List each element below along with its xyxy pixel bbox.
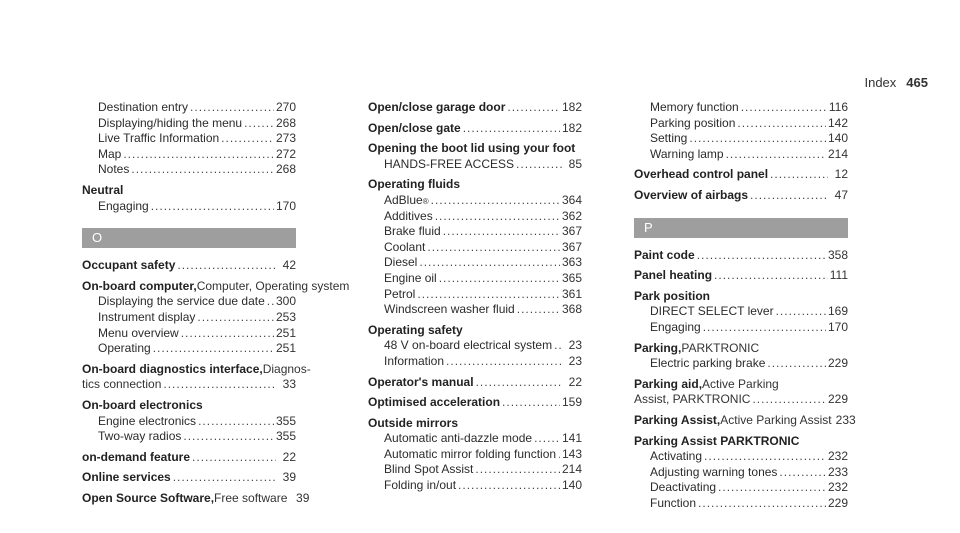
page-header xyxy=(864,75,928,90)
index-subentry: Petrol ..... 361 xyxy=(368,287,582,303)
index-entry-paint-code: Paint code ..... 358 xyxy=(634,248,848,264)
index-entry-optimised-acceleration: Optimised acceleration ..... 159 xyxy=(368,395,582,411)
index-entry-continuation: Assist, PARKTRONIC ..... 229 xyxy=(634,392,848,408)
index-entry-parking-assist-parktronic: Parking Assist PARKTRONIC xyxy=(634,433,800,448)
index-subentry: Additives ..... 362 xyxy=(368,209,582,225)
index-subentry: Map ..... 272 xyxy=(82,147,296,163)
index-entry-panel-heating: Panel heating ..... 111 xyxy=(634,268,848,284)
index-subentry: Windscreen washer fluid ..... 368 xyxy=(368,302,582,318)
index-subentry: Engaging ..... 170 xyxy=(634,320,848,336)
index-subentry: Activating ..... 232 xyxy=(634,449,848,465)
index-entry-boot-lid: Opening the boot lid using your foot xyxy=(368,141,576,156)
index-subentry: Adjusting warning tones ..... 233 xyxy=(634,465,848,481)
index-entry-operating-safety: Operating safety xyxy=(368,322,463,337)
index-entry-garage-door: Open/close garage door ..... 182 xyxy=(368,100,582,116)
index-entry-outside-mirrors: Outside mirrors xyxy=(368,415,459,430)
index-subentry: Information ..... 23 xyxy=(368,354,582,370)
index-entry-onboard-electronics: On-board electronics xyxy=(82,397,203,412)
index-column-2 xyxy=(368,100,582,494)
index-column-1 xyxy=(82,100,350,506)
index-subentry: Warning lamp ..... 214 xyxy=(634,147,848,163)
index-subentry: Engine electronics ..... 355 xyxy=(82,414,296,430)
index-subentry: Engaging ..... 170 xyxy=(82,199,296,215)
index-entry-occupant-safety: Occupant safety ..... 42 xyxy=(82,258,296,274)
index-subentry: Live Traffic Information ..... 273 xyxy=(82,131,296,147)
index-subentry: Automatic mirror folding function ..... 143 xyxy=(368,447,582,463)
index-entry-operators-manual: Operator's manual ..... 22 xyxy=(368,375,582,391)
index-entry-open-source: Open Source Software, Free software 39 xyxy=(82,490,310,505)
index-subentry: Operating ..... 251 xyxy=(82,341,296,357)
index-entry-overview-airbags: Overview of airbags ..... 47 xyxy=(634,188,848,204)
index-column-3 xyxy=(634,100,856,511)
index-entry-continuation: tics connection ..... 33 xyxy=(82,377,296,393)
index-subentry: Notes ..... 268 xyxy=(82,162,296,178)
index-subentry: Blind Spot Assist ..... 214 xyxy=(368,462,582,478)
index-subentry: Function ..... 229 xyxy=(634,496,848,512)
index-entry-gate: Open/close gate ..... 182 xyxy=(368,121,582,137)
index-entry-parking-assist: Parking Assist, Active Parking Assist 233 xyxy=(634,412,856,427)
index-subentry: DIRECT SELECT lever ..... 169 xyxy=(634,304,848,320)
index-subentry: Parking position ..... 142 xyxy=(634,116,848,132)
index-subentry: Automatic anti-dazzle mode ..... 141 xyxy=(368,431,582,447)
index-entry-parking: Parking, PARKTRONIC xyxy=(634,340,760,355)
index-subentry: Displaying the service due date ..... 300 xyxy=(82,294,296,310)
index-entry-park-position: Park position xyxy=(634,288,711,303)
index-subentry: Instrument display ..... 253 xyxy=(82,310,296,326)
index-subentry: Coolant ..... 367 xyxy=(368,240,582,256)
index-subentry: HANDS-FREE ACCESS ..... 85 xyxy=(368,157,582,173)
letter-heading-o: O xyxy=(82,228,296,248)
index-subentry: 48 V on-board electrical system ..... 23 xyxy=(368,338,582,354)
index-subentry: Engine oil ..... 365 xyxy=(368,271,582,287)
index-subentry: Deactivating ..... 232 xyxy=(634,480,848,496)
index-entry-on-demand: on-demand feature ..... 22 xyxy=(82,450,296,466)
index-subentry: Folding in/out ..... 140 xyxy=(368,478,582,494)
index-entry-overhead-control-panel: Overhead control panel ..... 12 xyxy=(634,167,848,183)
index-subentry: Brake fluid ..... 367 xyxy=(368,224,582,240)
index-entry-online-services: Online services ..... 39 xyxy=(82,470,296,486)
letter-heading-p: P xyxy=(634,218,848,238)
index-subentry: Displaying/hiding the menu ..... 268 xyxy=(82,116,296,132)
index-subentry: Diesel ..... 363 xyxy=(368,255,582,271)
index-entry-neutral: Neutral xyxy=(82,182,124,197)
index-subentry: AdBlue ® ..... 364 xyxy=(368,193,582,209)
index-entry-parking-aid: Parking aid, Active Parking xyxy=(634,376,779,391)
index-entry-onboard-diagnostics: On-board diagnostics interface, Diagnos- xyxy=(82,361,311,376)
page-number: 465 xyxy=(906,75,928,90)
index-subentry: Two-way radios ..... 355 xyxy=(82,429,296,445)
index-subentry: Menu overview ..... 251 xyxy=(82,326,296,342)
index-entry-operating-fluids: Operating fluids xyxy=(368,177,461,192)
index-entry-onboard-computer: On-board computer, Computer, Operating system xyxy=(82,278,350,293)
index-subentry: Memory function ..... 116 xyxy=(634,100,848,116)
index-label: Index xyxy=(864,75,897,90)
index-subentry: Setting ..... 140 xyxy=(634,131,848,147)
index-subentry: Electric parking brake ..... 229 xyxy=(634,356,848,372)
index-subentry: Destination entry ..... 270 xyxy=(82,100,296,116)
